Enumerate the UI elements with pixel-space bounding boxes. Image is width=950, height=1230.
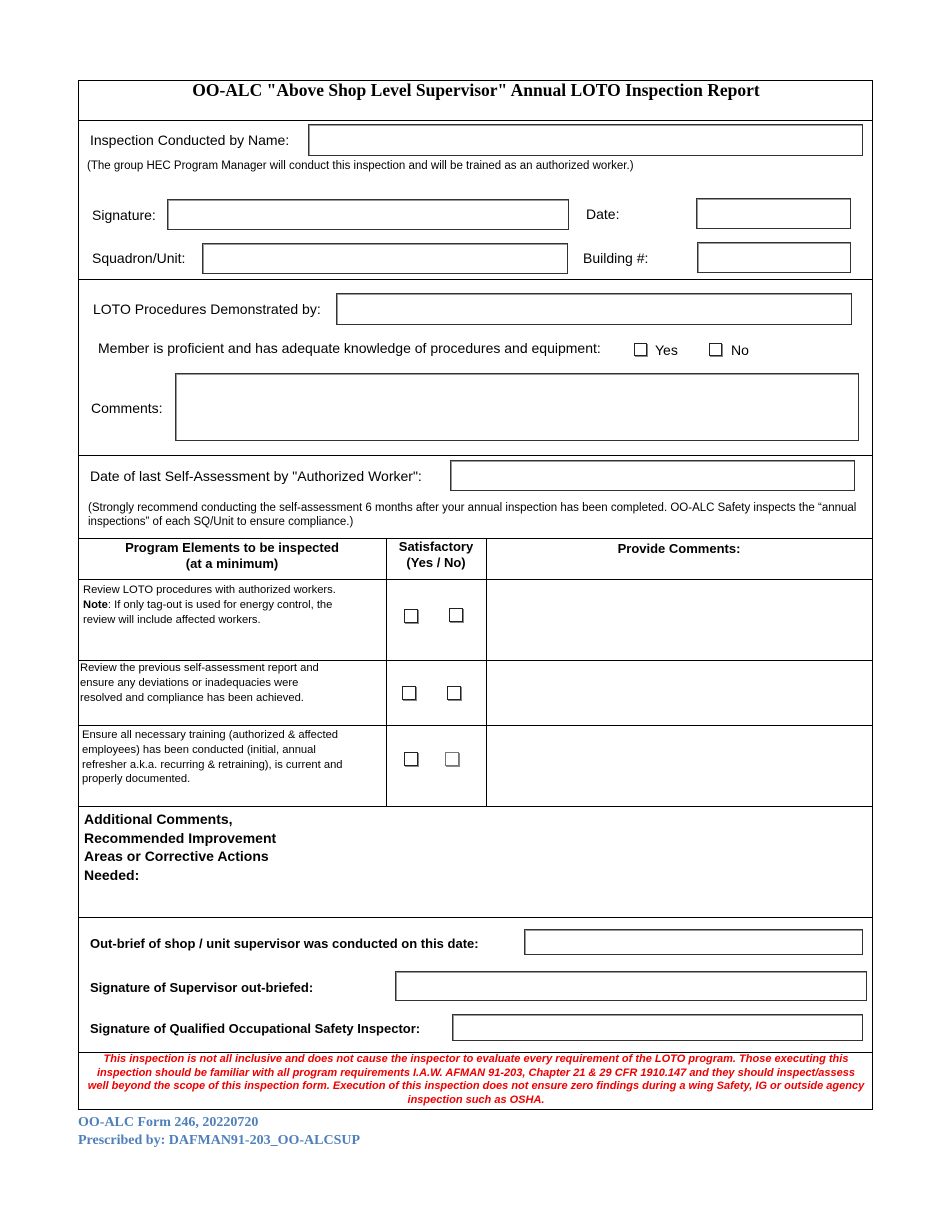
col-header-satisfactory-line1: Satisfactory — [398, 539, 474, 554]
divider — [78, 917, 873, 918]
no-label: No — [731, 342, 749, 358]
building-field[interactable] — [697, 242, 851, 273]
self-assessment-note: (Strongly recommend conducting the self-assessment 6 months after your annual inspection has been completed. OO-ALC Safety inspects the “annual inspections” of each SQ/Unit to ensure compliance.) — [88, 502, 857, 528]
signature-label: Signature: — [92, 207, 156, 223]
demonstrated-by-label: LOTO Procedures Demonstrated by: — [93, 301, 321, 317]
row-3-yes-checkbox[interactable] — [404, 752, 418, 766]
row-1-text-a: Review LOTO procedures with authorized workers. — [83, 584, 336, 596]
row-1-comment-cell[interactable] — [487, 580, 872, 660]
row-1-no-checkbox[interactable] — [449, 608, 463, 622]
table-row-divider — [78, 806, 873, 807]
yes-label: Yes — [655, 342, 678, 358]
outbrief-date-field[interactable] — [524, 929, 863, 955]
proficient-label: Member is proficient and has adequate knowledge of procedures and equipment: — [98, 340, 601, 356]
col-header-satisfactory-line2: (Yes / No) — [406, 555, 466, 570]
comments-field[interactable] — [175, 373, 859, 441]
date-field[interactable] — [696, 198, 851, 229]
self-assessment-date-field[interactable] — [450, 460, 855, 491]
form-number: OO-ALC Form 246, 20220720 — [78, 1115, 259, 1130]
additional-comments-area[interactable] — [290, 808, 870, 916]
self-assessment-label: Date of last Self-Assessment by "Authorized Worker": — [90, 468, 422, 484]
col-header-elements-line1: Program Elements to be inspected — [125, 540, 339, 555]
supervisor-signature-field[interactable] — [395, 971, 867, 1001]
squadron-field[interactable] — [202, 243, 568, 274]
table-row-1-text — [83, 583, 353, 627]
squadron-label: Squadron/Unit: — [92, 250, 186, 266]
prescribed-by: Prescribed by: DAFMAN91-203_OO-ALCSUP — [78, 1133, 361, 1148]
inspector-name-label: Inspection Conducted by Name: — [90, 132, 290, 148]
no-checkbox[interactable] — [709, 343, 722, 356]
table-row-3-text: Ensure all necessary training (authorized & affected employees) has been conducted (initial, annual refresher a.k.a. recurring & retraining), is current and properly documented. — [82, 729, 343, 786]
inspector-name-field[interactable] — [308, 124, 863, 156]
divider — [78, 279, 873, 280]
row-1-text-note: Note — [83, 598, 108, 611]
col-header-elements-line2: (at a minimum) — [185, 556, 279, 571]
form-title: OO-ALC "Above Shop Level Supervisor" Annual LOTO Inspection Report — [192, 80, 760, 100]
outbrief-date-label: Out-brief of shop / unit supervisor was conducted on this date: — [90, 936, 479, 951]
comments-label: Comments: — [91, 400, 163, 416]
yes-checkbox[interactable] — [634, 343, 647, 356]
signature-field[interactable] — [167, 199, 569, 230]
row-1-yes-checkbox[interactable] — [404, 609, 418, 623]
row-3-no-checkbox[interactable] — [445, 752, 459, 766]
col-header-satisfactory — [386, 539, 486, 571]
table-row-2-text: Review the previous self-assessment report and ensure any deviations or inadequacies were resolved and compliance has been achieved. — [80, 662, 319, 704]
additional-comments-label: Additional Comments, Recommended Improvement Areas or Corrective Actions Needed: — [84, 811, 277, 883]
row-3-comment-cell[interactable] — [487, 726, 872, 806]
inspector-note: (The group HEC Program Manager will conduct this inspection and will be trained as an authorized worker.) — [87, 160, 634, 172]
supervisor-signature-label: Signature of Supervisor out-briefed: — [90, 980, 314, 995]
divider — [78, 455, 873, 456]
col-header-comments: Provide Comments: — [617, 541, 741, 556]
inspector-signature-field[interactable] — [452, 1014, 863, 1041]
inspector-signature-label: Signature of Qualified Occupational Safety Inspector: — [90, 1021, 421, 1036]
divider — [78, 120, 873, 121]
col-header-elements — [78, 540, 386, 572]
date-label: Date: — [586, 206, 620, 222]
row-2-comment-cell[interactable] — [487, 661, 872, 725]
disclaimer-text: This inspection is not all inclusive and does not cause the inspector to evaluate every requirement of the LOTO program. Those executing this inspection should be familiar with all program requirements I.A.W. AFMAN 91-203, Chapter 21 & 29 CFR 1910.147 and they should inspect/assess well beyond the scope of this inspection form. Execution of this inspection does not ensure zero findings during a wing Safety, IG or outside agency inspection such as OSHA. — [87, 1053, 865, 1106]
row-1-text-b: : If only tag-out is used for energy control, the review will include affected workers. — [83, 598, 333, 626]
row-2-no-checkbox[interactable] — [447, 686, 461, 700]
building-label: Building #: — [583, 250, 649, 266]
row-2-yes-checkbox[interactable] — [402, 686, 416, 700]
demonstrated-by-field[interactable] — [336, 293, 852, 325]
